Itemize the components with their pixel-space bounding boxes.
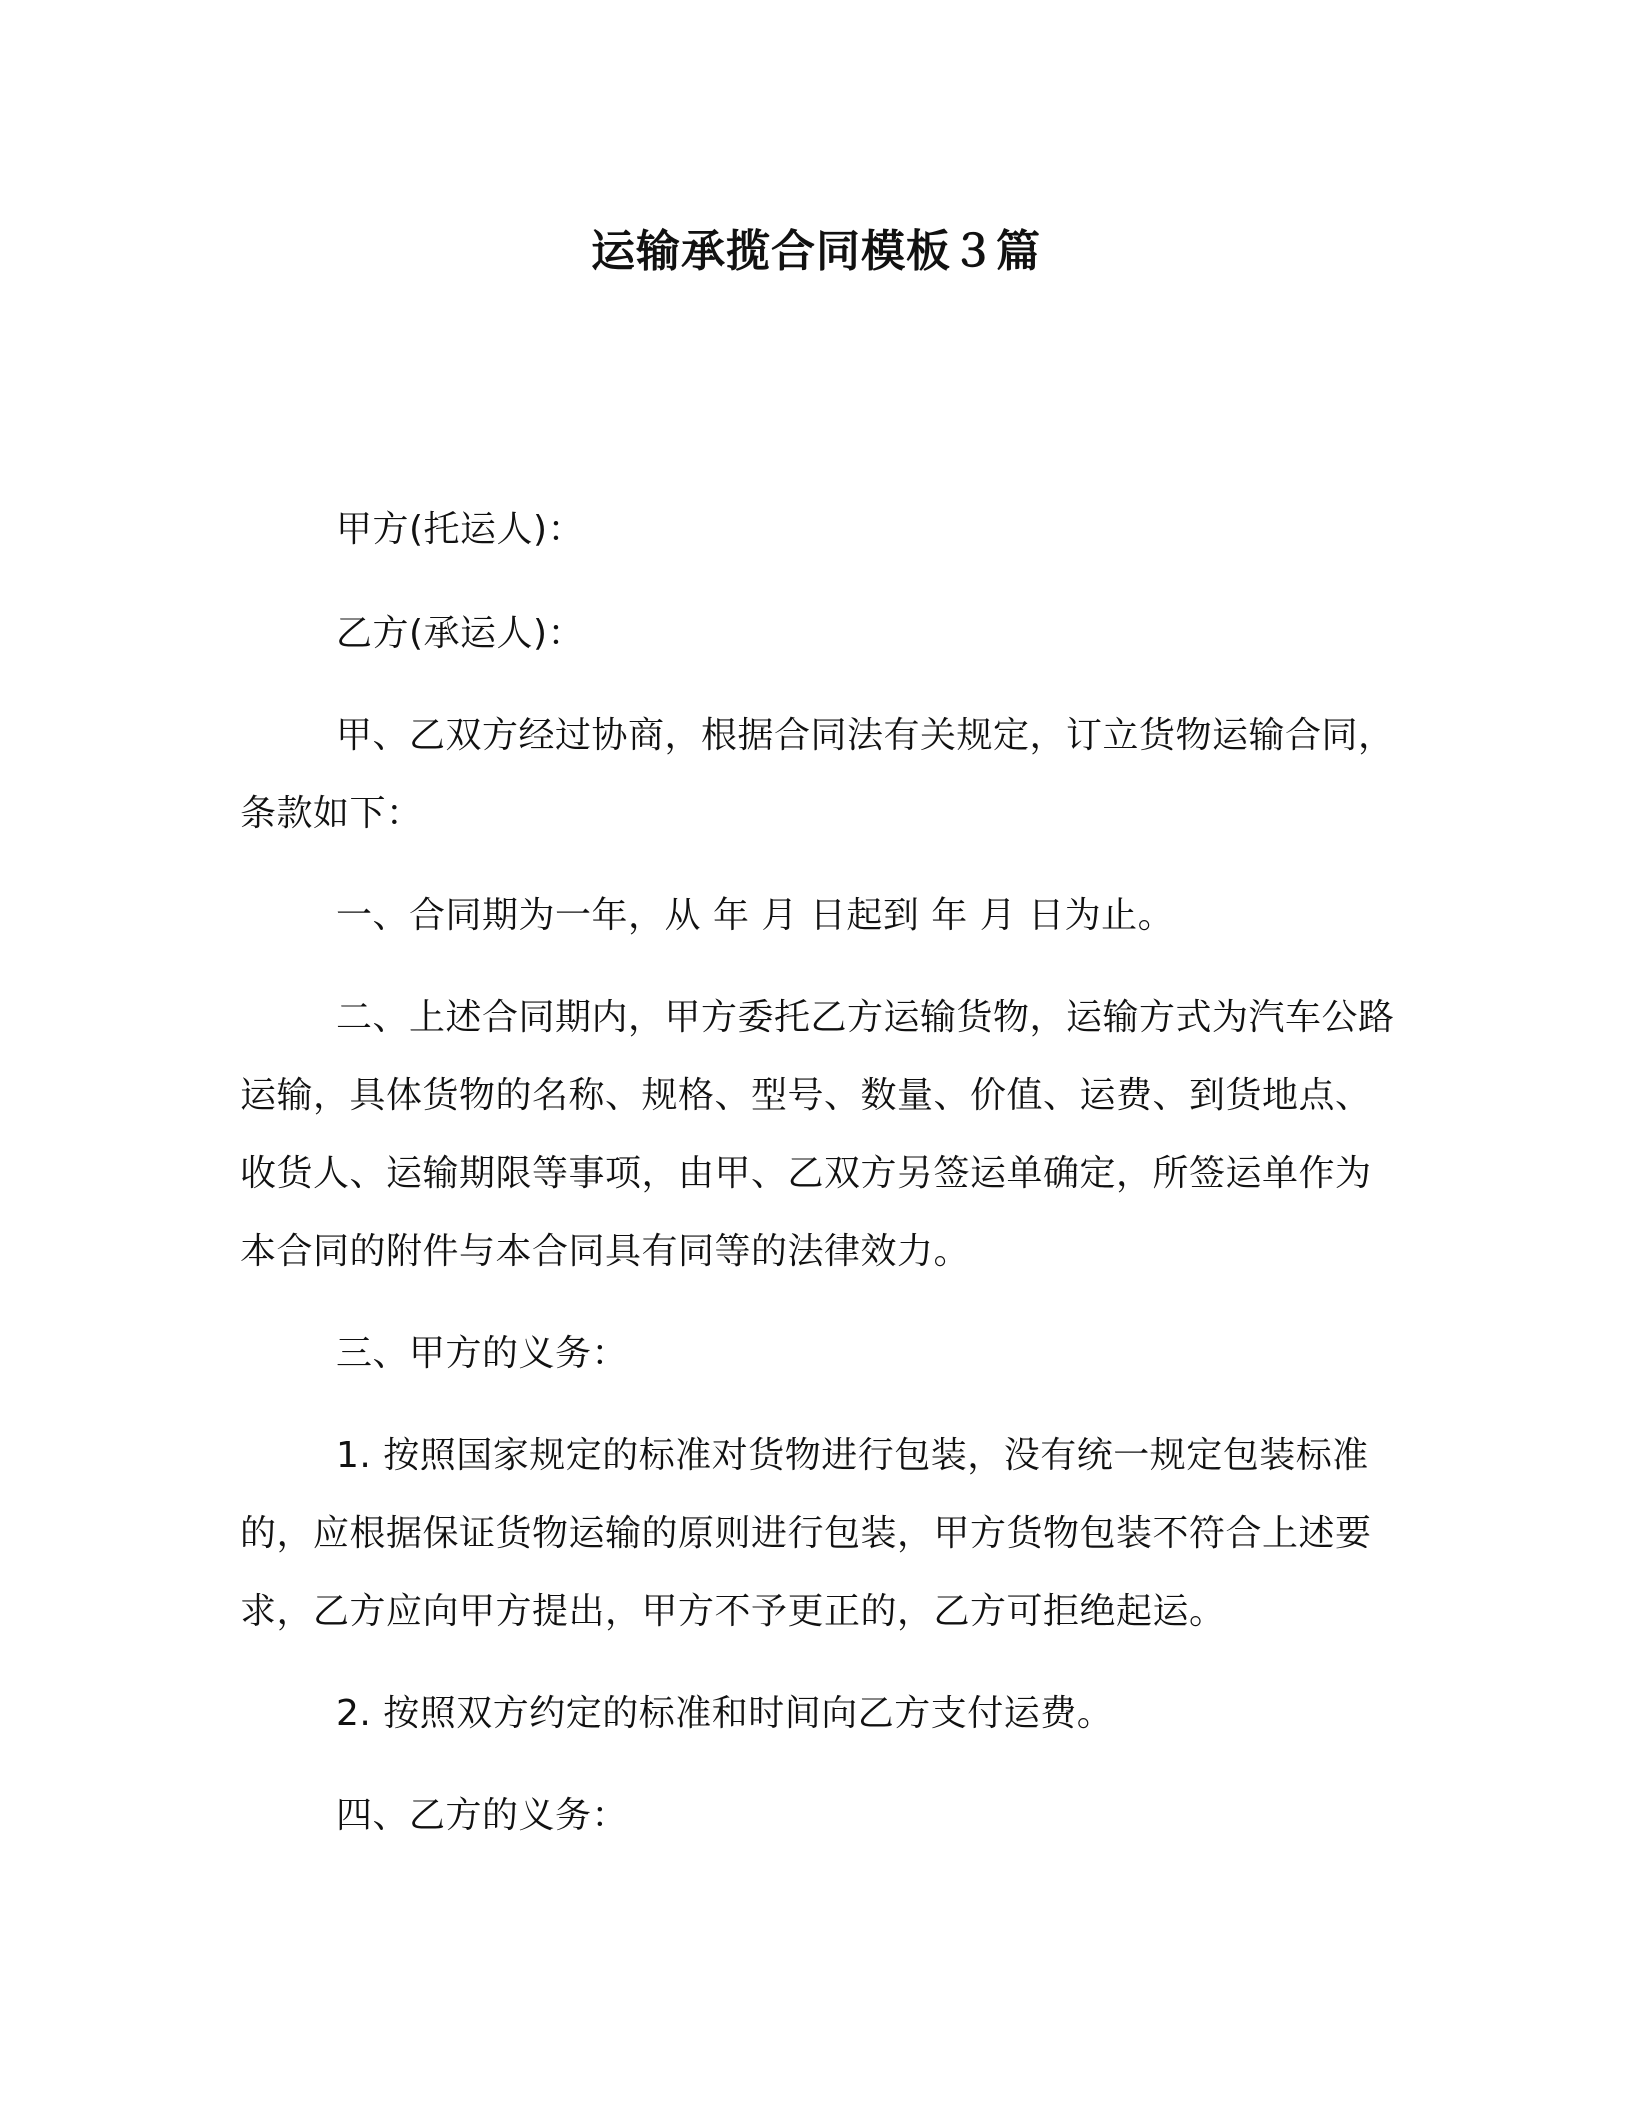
paragraph-clause-1: 一、合同期为一年，从 年 月 日起到 年 月 日为止。 (336, 895, 1175, 936)
paragraph-clause-3-heading: 三、甲方的义务： (336, 1333, 629, 1374)
paragraph-clause-3-item-2: 2. 按照双方约定的标准和时间向乙方支付运费。 (336, 1693, 1114, 1734)
paragraph-preamble: 甲、乙双方经过协商，根据合同法有关规定，订立货物运输合同，条款如下： (240, 715, 1395, 834)
paragraph-clause-3-item-1: 1. 按照国家规定的标准对货物进行包装，没有统一规定包装标准的，应根据保证货物运输的原则进行包装，甲方货物包装不符合上述要求，乙方应向甲方提出，甲方不予更正的，乙方可拒绝起运。 (240, 1435, 1372, 1632)
paragraph-clause-2: 二、上述合同期内，甲方委托乙方运输货物，运输方式为汽车公路运输，具体货物的名称、规格、型号、数量、价值、运费、到货地点、收货人、运输期限等事项，由甲、乙双方另签运单确定，所签运单作为本合同的附件与本合同具有同等的法律效力。 (240, 997, 1395, 1272)
document-body (240, 491, 1400, 1855)
paragraph-clause-4-heading: 四、乙方的义务： (336, 1795, 629, 1836)
paragraph-party-b: 乙方(承运人)： (336, 613, 585, 654)
paragraph-party-a: 甲方(托运人)： (336, 509, 585, 550)
document-title: 运输承揽合同模板３篇 (591, 226, 1041, 277)
